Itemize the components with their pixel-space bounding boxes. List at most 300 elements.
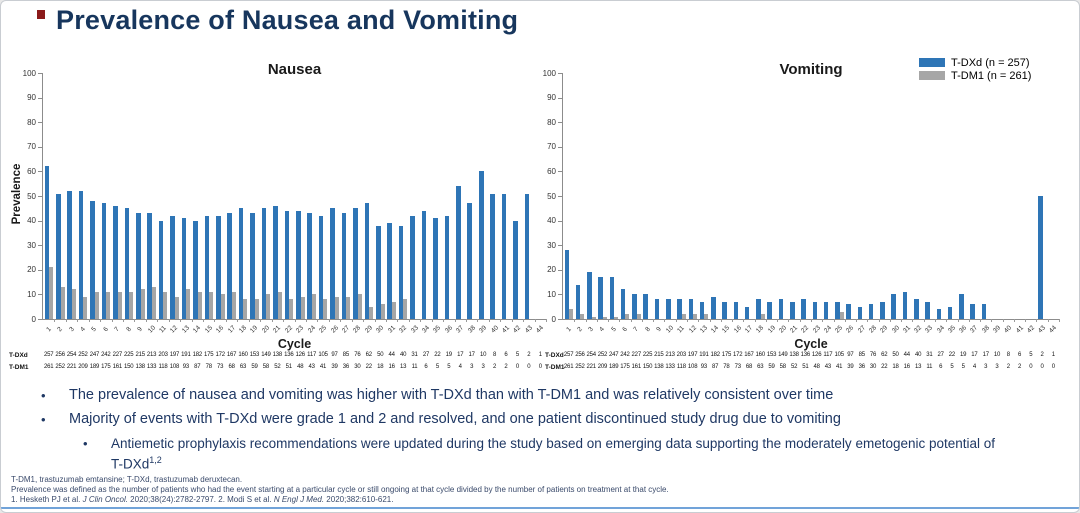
- definition-note: Prevalence was defined as the number of patients who had the event starting at a particular cycle or still ongoing at that cycle divided by the number of patients on treatment at that cycle.: [11, 485, 669, 494]
- risk-row-value: 8: [1006, 352, 1010, 358]
- tdm1-bar: [198, 292, 202, 319]
- tdxd-bar: [858, 307, 863, 319]
- x-tick: [500, 319, 501, 322]
- risk-row-value: 2: [504, 364, 508, 370]
- chart-title: Vomiting: [779, 61, 843, 78]
- risk-row-value: 73: [734, 364, 741, 370]
- x-tick-label: 40: [489, 324, 500, 335]
- risk-row-value: 105: [834, 352, 844, 358]
- y-tick-label: 100: [542, 68, 556, 78]
- y-tick-label: 80: [547, 117, 556, 127]
- x-tick: [340, 319, 341, 322]
- x-tick: [66, 319, 67, 322]
- risk-row-value: 133: [146, 364, 157, 370]
- y-tick: [38, 73, 42, 74]
- risk-row-value: 261: [44, 364, 54, 370]
- x-tick-label: 14: [192, 324, 203, 335]
- risk-row-value: 167: [226, 352, 237, 358]
- bottom-accent-rule: [1, 507, 1079, 509]
- risk-row-value: 1: [1051, 352, 1055, 358]
- y-tick-label: 30: [547, 240, 556, 250]
- tdxd-bar: [643, 294, 648, 319]
- key-points: [41, 387, 1053, 473]
- risk-row-value: 51: [802, 364, 809, 370]
- x-tick-label: 5: [90, 325, 99, 334]
- risk-row-value: 160: [238, 352, 248, 358]
- risk-row-value: 1: [538, 352, 542, 358]
- x-axis-title: Cycle: [277, 337, 312, 351]
- risk-row-value: 62: [365, 352, 372, 358]
- risk-row-value: 63: [239, 364, 247, 370]
- x-tick: [788, 319, 789, 322]
- tdxd-bar: [779, 299, 784, 319]
- risk-row-value: 40: [914, 352, 922, 358]
- x-tick: [879, 319, 880, 322]
- risk-row-value: 150: [642, 364, 653, 370]
- x-tick: [466, 319, 467, 322]
- tdm1-bar: [693, 314, 697, 319]
- tdxd-bar: [513, 221, 518, 319]
- risk-row-value: 30: [354, 364, 361, 370]
- risk-row-value: 5: [1029, 352, 1033, 358]
- risk-row-value: 189: [89, 364, 100, 370]
- x-tick-label: 6: [621, 325, 629, 334]
- risk-row-value: 161: [112, 364, 122, 370]
- x-tick-label: 6: [102, 325, 110, 334]
- y-tick: [558, 171, 562, 172]
- risk-row-value: 118: [158, 364, 168, 370]
- bullet-dot: •: [83, 436, 88, 451]
- tdm1-bar: [358, 294, 362, 319]
- x-tick-label: 17: [226, 324, 237, 335]
- bullet-text: Majority of events with T-DXd were grade 1 and 2 and resolved, and one patient discontinued study drug due to vomiting: [69, 411, 841, 427]
- x-tick-label: 26: [329, 324, 340, 335]
- risk-row-value: 68: [228, 364, 235, 370]
- x-tick: [375, 319, 376, 322]
- y-tick-label: 80: [27, 117, 36, 127]
- x-tick-label: 11: [676, 324, 687, 335]
- x-tick: [249, 319, 250, 322]
- y-tick: [38, 122, 42, 123]
- tdm1-bar: [682, 314, 686, 319]
- risk-row-value: 138: [789, 352, 799, 358]
- y-tick-label: 70: [547, 142, 556, 152]
- risk-row-value: 242: [101, 352, 111, 358]
- x-tick-label: 13: [180, 324, 191, 335]
- risk-row-value: 175: [101, 364, 111, 370]
- x-tick-label: 37: [455, 324, 466, 335]
- risk-row-value: 16: [903, 364, 910, 370]
- x-tick-label: 8: [124, 325, 133, 334]
- risk-row-value: 78: [205, 364, 212, 370]
- risk-row-value: 50: [892, 352, 899, 358]
- risk-row-value: 40: [399, 352, 407, 358]
- risk-row-value: 76: [354, 352, 361, 358]
- x-tick: [924, 319, 925, 322]
- x-tick: [755, 319, 756, 322]
- tdm1-bar: [49, 267, 53, 319]
- risk-row-value: 136: [800, 352, 811, 358]
- risk-row-value: 59: [251, 364, 258, 370]
- risk-row-value: 225: [124, 352, 134, 358]
- y-tick: [558, 122, 562, 123]
- x-tick: [811, 319, 812, 322]
- risk-row-value: 5: [515, 352, 519, 358]
- risk-row-value: 97: [847, 352, 854, 358]
- tdm1-bar: [106, 292, 110, 319]
- x-tick-label: 1: [44, 325, 53, 334]
- x-tick-label: 25: [318, 324, 329, 335]
- x-tick: [631, 319, 632, 322]
- x-tick-label: 23: [295, 324, 306, 335]
- tdm1-bar: [278, 292, 282, 319]
- y-tick-label: 70: [27, 142, 36, 152]
- risk-row-label: T-DM1: [545, 364, 565, 371]
- x-tick-label: 43: [1037, 324, 1048, 335]
- x-tick-label: 25: [834, 324, 845, 335]
- x-tick: [1048, 319, 1049, 322]
- risk-row-value: 30: [869, 364, 877, 370]
- x-tick-label: 13: [698, 324, 709, 335]
- risk-row-value: 87: [194, 364, 201, 370]
- x-tick: [732, 319, 733, 322]
- risk-row-value: 182: [192, 352, 203, 358]
- risk-row-value: 31: [926, 352, 933, 358]
- y-tick-label: 90: [547, 93, 556, 103]
- risk-row-value: 225: [642, 352, 653, 358]
- x-tick: [698, 319, 699, 322]
- risk-row-value: 257: [44, 352, 54, 358]
- risk-row-value: 18: [892, 364, 899, 370]
- risk-row-value: 4: [458, 364, 462, 370]
- risk-row-value: 58: [779, 364, 786, 370]
- risk-row-value: 13: [399, 364, 407, 370]
- risk-row-value: 203: [676, 352, 687, 358]
- risk-row-value: 160: [755, 352, 765, 358]
- risk-row-value: 247: [89, 352, 100, 358]
- tdm1-bar: [312, 294, 316, 319]
- x-tick-label: 16: [215, 324, 226, 335]
- tdm1-bar: [761, 314, 765, 319]
- x-tick-label: 12: [169, 324, 180, 335]
- risk-row-value: 97: [331, 352, 338, 358]
- tdm1-bar: [266, 294, 270, 319]
- tdm1-bar: [118, 292, 122, 319]
- x-tick: [845, 319, 846, 322]
- risk-row-label: T-DXd: [545, 352, 564, 359]
- x-tick-label: 38: [980, 324, 991, 335]
- x-tick: [100, 319, 101, 322]
- risk-row-value: 2: [492, 364, 497, 370]
- x-tick: [586, 319, 587, 322]
- risk-row-value: 41: [836, 364, 843, 370]
- risk-row-value: 252: [575, 364, 585, 370]
- tdm1-bar: [163, 292, 167, 319]
- risk-row-value: 2: [1006, 364, 1010, 370]
- tdxd-bar: [824, 302, 829, 319]
- tdm1-bar: [704, 314, 708, 319]
- x-tick-label: 33: [409, 324, 420, 335]
- x-tick: [306, 319, 307, 322]
- x-tick: [157, 319, 158, 322]
- x-tick: [958, 319, 959, 322]
- x-tick-label: 23: [811, 324, 822, 335]
- risk-row-value: 51: [285, 364, 292, 370]
- x-tick: [352, 319, 353, 322]
- risk-row-value: 85: [342, 352, 350, 358]
- x-tick-label: 2: [576, 325, 584, 334]
- x-tick: [946, 319, 947, 322]
- tdm1-bar: [83, 297, 87, 319]
- risk-row-value: 197: [169, 352, 180, 358]
- risk-row-value: 254: [66, 352, 77, 358]
- risk-row-value: 2: [1040, 352, 1044, 358]
- tdm1-bar: [289, 299, 293, 319]
- tdxd-bar: [790, 302, 795, 319]
- risk-row-value: 215: [135, 352, 145, 358]
- x-tick: [317, 319, 318, 322]
- tdm1-bar: [301, 297, 305, 319]
- tdm1-bar: [72, 289, 76, 319]
- x-tick-label: 10: [665, 324, 676, 335]
- x-tick: [329, 319, 330, 322]
- tdm1-bar: [625, 314, 629, 319]
- x-tick-label: 32: [398, 324, 409, 335]
- risk-row-value: 138: [135, 364, 145, 370]
- risk-row-value: 108: [169, 364, 180, 370]
- tdxd-bar: [433, 218, 438, 319]
- tdxd-bar: [959, 294, 964, 319]
- risk-row-value: 13: [914, 364, 922, 370]
- risk-row-value: 213: [146, 352, 157, 358]
- risk-row-value: 133: [665, 364, 675, 370]
- risk-row-value: 19: [960, 352, 967, 358]
- y-tick-label: 40: [27, 216, 36, 226]
- x-tick-label: 42: [1025, 324, 1036, 335]
- risk-row-value: 63: [757, 364, 764, 370]
- y-tick: [38, 171, 42, 172]
- tdxd-bar: [982, 304, 987, 319]
- x-tick-label: 15: [203, 324, 214, 335]
- tdxd-bar: [925, 302, 930, 319]
- risk-row-value: 161: [631, 364, 641, 370]
- tdxd-bar: [813, 302, 818, 319]
- x-tick-label: 41: [500, 324, 512, 335]
- x-tick: [856, 319, 857, 322]
- x-tick: [112, 319, 113, 322]
- risk-row-value: 153: [249, 352, 260, 358]
- x-tick: [653, 319, 654, 322]
- tdm1-bar: [209, 292, 213, 319]
- tdxd-bar: [948, 307, 953, 319]
- x-tick: [969, 319, 970, 322]
- y-tick-label: 20: [27, 265, 36, 275]
- x-tick: [980, 319, 981, 322]
- x-tick-label: 24: [306, 324, 317, 335]
- risk-row-value: 22: [948, 352, 956, 358]
- y-tick: [558, 270, 562, 271]
- risk-row-value: 252: [597, 352, 608, 358]
- tdm1-bar: [392, 302, 396, 319]
- tdm1-bar: [323, 299, 327, 319]
- risk-row-value: 0: [515, 364, 519, 370]
- risk-row-value: 209: [78, 364, 88, 370]
- risk-row-value: 87: [712, 364, 719, 370]
- risk-row-value: 85: [858, 352, 865, 358]
- tdm1-bar: [346, 297, 350, 319]
- risk-row-value: 3: [995, 364, 999, 370]
- x-tick-label: 39: [991, 324, 1003, 335]
- x-tick-label: 27: [856, 324, 867, 335]
- tdm1-bar: [255, 299, 259, 319]
- tdxd-bar: [734, 302, 739, 319]
- bullet-text: The prevalence of nausea and vomiting was higher with T-DXd than with T-DM1 and was relatively consistent over time: [69, 387, 834, 403]
- risk-row-value: 41: [319, 364, 327, 370]
- tdm1-bar: [232, 292, 236, 319]
- risk-row-value: 247: [609, 352, 619, 358]
- risk-row-value: 5: [961, 364, 965, 370]
- risk-row-value: 48: [297, 364, 304, 370]
- risk-row-value: 11: [411, 364, 418, 370]
- y-tick-label: 60: [27, 166, 36, 176]
- tdm1-bar: [580, 314, 584, 319]
- y-tick: [558, 147, 562, 148]
- risk-row-value: 17: [982, 352, 989, 358]
- x-tick: [935, 319, 936, 322]
- risk-row-value: 136: [284, 352, 294, 358]
- risk-row-value: 36: [342, 364, 350, 370]
- x-tick: [489, 319, 490, 322]
- x-tick-label: 44: [1048, 324, 1059, 335]
- legend-label: T-DM1 (n = 261): [951, 69, 1032, 82]
- risk-row-value: 58: [262, 364, 270, 370]
- risk-row-value: 0: [1051, 364, 1055, 370]
- risk-row-value: 6: [504, 352, 508, 358]
- y-axis-line: [562, 73, 563, 319]
- x-tick-label: 27: [340, 324, 351, 335]
- y-tick-label: 0: [551, 314, 556, 324]
- y-tick-label: 60: [547, 166, 556, 176]
- x-axis-title: Cycle: [794, 337, 828, 351]
- x-tick-label: 20: [777, 324, 788, 335]
- x-tick-label: 16: [732, 324, 743, 335]
- x-tick: [523, 319, 524, 322]
- risk-row-value: 149: [261, 352, 271, 358]
- x-tick: [890, 319, 891, 322]
- x-tick-label: 18: [755, 324, 766, 335]
- tdxd-bar: [801, 299, 806, 319]
- page-title: Prevalence of Nausea and Vomiting: [56, 5, 519, 35]
- y-tick-label: 10: [547, 289, 556, 299]
- risk-row-value: 4: [972, 364, 977, 370]
- x-tick-label: 9: [136, 325, 144, 334]
- tdxd-bar: [525, 194, 530, 319]
- risk-row-value: 227: [631, 352, 641, 358]
- tdm1-bar: [335, 297, 339, 319]
- tdm1-bar: [569, 309, 573, 319]
- tdm1-bar: [637, 314, 641, 319]
- tdxd-bar: [745, 307, 750, 319]
- risk-row-value: 43: [824, 364, 832, 370]
- risk-row-value: 215: [654, 352, 664, 358]
- y-tick: [558, 73, 562, 74]
- x-tick: [676, 319, 677, 322]
- tdxd-bar: [422, 211, 427, 319]
- risk-row-value: 175: [721, 352, 732, 358]
- x-tick-label: 36: [958, 324, 969, 335]
- x-tick: [721, 319, 722, 322]
- risk-row-value: 39: [331, 364, 338, 370]
- risk-row-value: 172: [215, 352, 225, 358]
- bullet-text: Antiemetic prophylaxis recommendations were updated during the study based on emerging data supporting the moderately emetogenic potential of T-DXd$^{1,2}$: [111, 436, 996, 472]
- risk-row-value: 167: [744, 352, 754, 358]
- risk-row-value: 18: [377, 364, 384, 370]
- x-tick-label: 12: [687, 324, 698, 335]
- y-tick-label: 10: [27, 289, 36, 299]
- x-tick: [1014, 319, 1015, 322]
- risk-row-value: 189: [609, 364, 619, 370]
- x-tick: [912, 319, 913, 322]
- tdm1-bar: [152, 287, 156, 319]
- reference-superscript: 1,2: [149, 455, 162, 465]
- y-tick-label: 30: [27, 240, 36, 250]
- x-tick: [420, 319, 421, 322]
- x-tick: [77, 319, 78, 322]
- tdm1-bar: [186, 289, 190, 319]
- risk-row-value: 0: [538, 364, 542, 370]
- y-tick-label: 50: [27, 191, 36, 201]
- x-tick: [295, 319, 296, 322]
- x-tick-label: 3: [67, 325, 76, 334]
- risk-row-label: T-DM1: [9, 364, 29, 371]
- tdxd-bar: [587, 272, 592, 319]
- risk-row-value: 17: [971, 352, 978, 358]
- tdm1-bar: [592, 317, 596, 319]
- y-tick: [38, 196, 42, 197]
- bullet-dot: •: [41, 412, 46, 427]
- x-tick: [710, 319, 711, 322]
- x-tick: [512, 319, 513, 322]
- x-tick-label: 1: [564, 325, 573, 334]
- risk-row-value: 8: [492, 352, 497, 358]
- x-tick-label: 8: [643, 325, 652, 334]
- x-tick: [766, 319, 767, 322]
- tdxd-bar: [869, 304, 874, 319]
- x-tick: [777, 319, 778, 322]
- risk-row-value: 6: [939, 364, 943, 370]
- x-tick-label: 32: [913, 324, 924, 335]
- risk-row-value: 78: [723, 364, 730, 370]
- y-tick-label: 100: [22, 68, 36, 78]
- tdm1-bar: [95, 292, 99, 319]
- x-tick-label: 38: [466, 324, 477, 335]
- risk-row-value: 126: [295, 352, 305, 358]
- x-tick-label: 42: [512, 324, 523, 335]
- x-tick-label: 30: [375, 324, 386, 335]
- tdxd-bar: [903, 292, 908, 319]
- risk-row-value: 10: [479, 352, 487, 358]
- tdxd-bar: [711, 297, 716, 319]
- x-tick-label: 19: [766, 324, 777, 335]
- x-tick: [1003, 319, 1004, 322]
- x-tick: [597, 319, 598, 322]
- tdxd-bar: [445, 216, 450, 319]
- risk-row-value: 0: [1029, 364, 1033, 370]
- x-tick: [901, 319, 902, 322]
- y-tick: [38, 294, 42, 295]
- tdm1-bar: [840, 312, 844, 319]
- x-tick: [363, 319, 364, 322]
